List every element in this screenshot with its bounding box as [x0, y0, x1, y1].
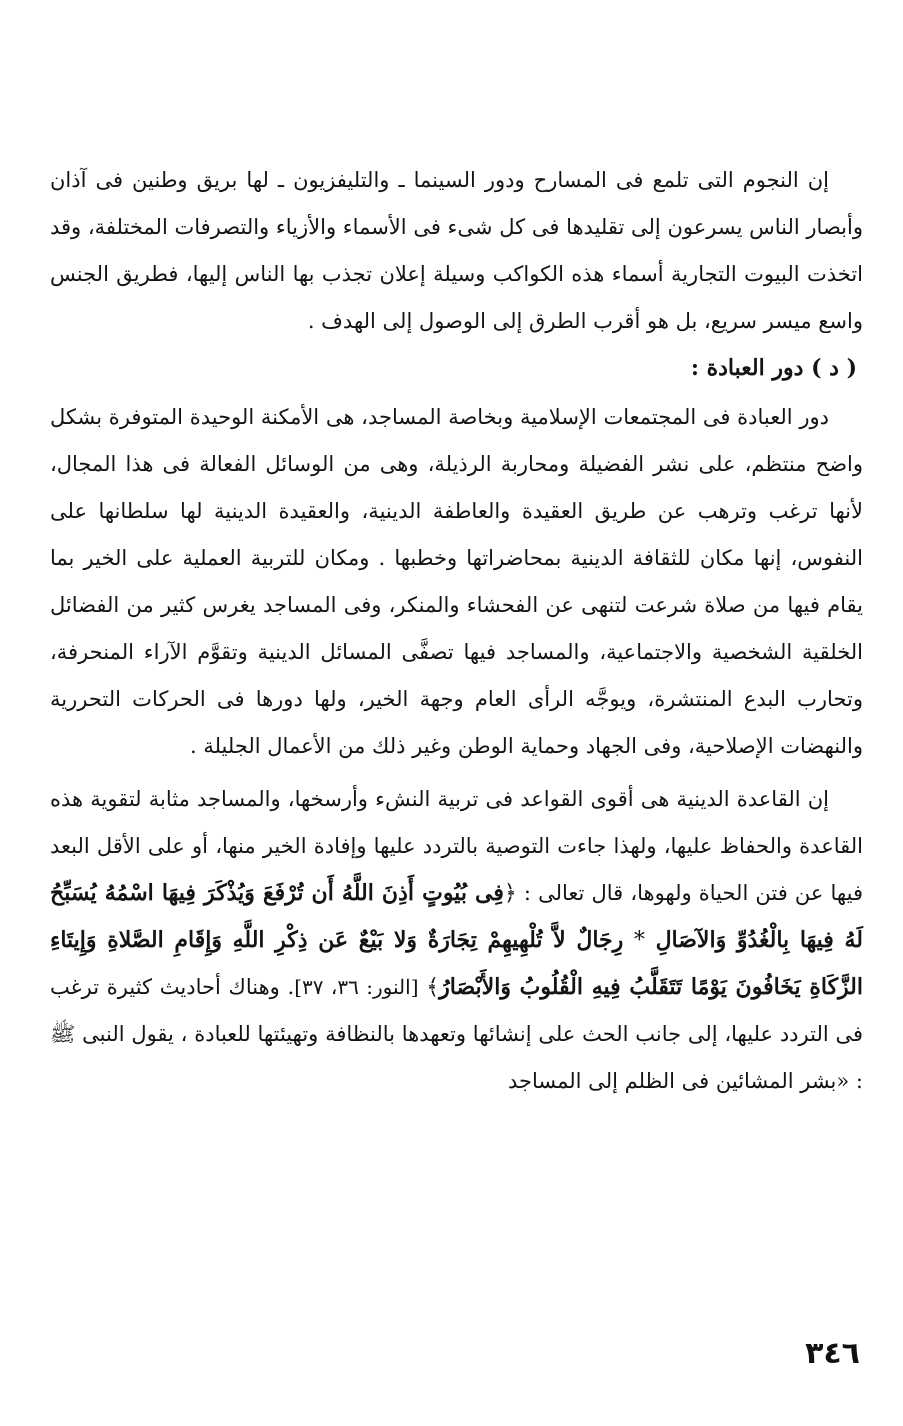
page-body: [50, 157, 863, 1105]
paragraph-outro-text: . وهناك أحاديث كثيرة ترغب فى التردد عليها، إلى جانب الحث على إنشائها وتعهدها بالنظافة وتهيئتها للعبادة ، يقول النبى ﷺ : «بشر المشائين فى الظلم إلى المساجد: [50, 975, 863, 1093]
paragraph-intro-text: إن القاعدة الدينية هى أقوى القواعد فى تربية النشء وأرسخها، والمساجد مثابة لتقوية هذه القاعدة والحفاظ عليها، ولهذا جاءت التوصية بالتردد عليها وإفادة الخير منها، أو على الأقل البعد فيها عن فتن الحياة ولهوها، قال تعالى :: [50, 787, 863, 905]
quran-verse-part-1: فِى بُيُوتٍ أَذِنَ اللَّهُ أَن تُرْفَعَ وَيُذْكَرَ فِيهَا اسْمُهُ يُسَبِّحُ لَهُ فِيهَا بِالْغُدُوِّ وَالآصَالِ: [50, 880, 863, 953]
quran-open-bracket: ﴿: [503, 881, 517, 906]
paragraph-worship-places: دور العبادة فى المجتمعات الإسلامية وبخاصة المساجد، هى الأمكنة الوحيدة المتوفرة بشكل واضح منتظم، على نشر الفضيلة ومحاربة الرذيلة، وهى من الوسائل الفعالة فى هذا المجال، لأنها ترغب وترهب عن طريق العقيدة والعاطفة الدينية، والعقيدة الدينية لها سلطانها على النفوس، إنها مكان للثقافة الدينية بمحاضراتها وخطبها . ومكان للتربية العملية على الخير بما يقام فيها من صلاة شرعت لتنهى عن الفحشاء والمنكر، وفى المساجد يغرس كثير من الفضائل الخلقية الشخصية والاجتماعية، والمساجد فيها تصفَّى المسائل الدينية وتقوَّم الآراء المنحرفة، وتحارب البدع المنتشرة، ويوجَّه الرأى العام وجهة الخير، ولها دورها فى الحركات التحررية والنهضات الإصلاحية، وفى الجهاد وحماية الوطن وغير ذلك من الأعمال الجليلة .: [50, 405, 863, 758]
quran-reference: [النور: ٣٦، ٣٧]: [294, 975, 419, 999]
page-number: ٣٤٦: [805, 1336, 860, 1371]
quran-verse-part-2: رِجَالٌ لاَّ تُلْهِيهِمْ تِجَارَةٌ وَلا بَيْعٌ عَن ذِكْرِ اللَّهِ وَإِقَامِ الصَّلاةِ وَإِيتَاءِ الزَّكَاةِ يَخَافُونَ يَوْمًا تَتَقَلَّبُ فِيهِ الْقُلُوبُ وَالأَبْصَارُ: [50, 927, 863, 1000]
paragraph-religious-base: [50, 776, 863, 1105]
quran-verse-separator: *: [633, 928, 645, 953]
section-heading-worship-places: ( د ) دور العبادة :: [690, 355, 857, 381]
quran-close-bracket: ﴾: [426, 975, 440, 1000]
paragraph-stars: إن النجوم التى تلمع فى المسارح ودور السينما ـ والتليفزيون ـ لها بريق وطنين فى آذان وأبصار الناس يسرعون إلى تقليدها فى كل شىء فى الأسماء والأزياء والتصرفات المختلفة، وقد اتخذت البيوت التجارية أسماء هذه الكواكب وسيلة إعلان تجذب بها الناس إليها، فطريق الجنس واسع ميسر سريع، بل هو أقرب الطرق إلى الوصول إلى الهدف .: [50, 168, 863, 333]
